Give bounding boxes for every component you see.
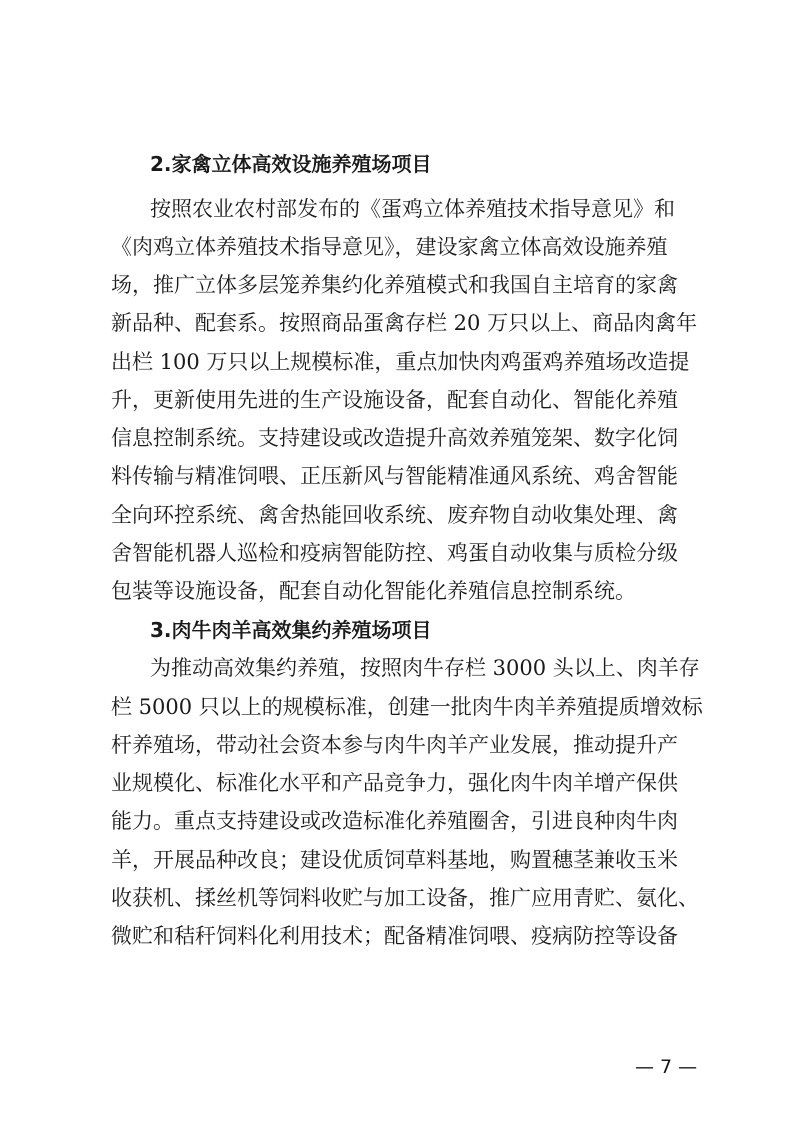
- section-3-line-7: 收获机、揉丝机等饲料收贮与加工设备，推广应用青贮、氨化、: [111, 886, 699, 910]
- section-2-line-10: 舍智能机器人巡检和疫病智能防控、鸡蛋自动收集与质检分级: [111, 541, 678, 565]
- section-2-line-8: 料传输与精准饲喂、正压新风与智能精准通风系统、鸡舍智能: [111, 464, 678, 488]
- section-2-line-5: 出栏 100 万只以上规模标准，重点加快肉鸡蛋鸡养殖场改造提: [111, 350, 690, 374]
- section-2-line-7: 信息控制系统。支持建设或改造提升高效养殖笼架、数字化饲: [111, 426, 678, 450]
- section-2-line-4: 新品种、配套系。按照商品蛋禽存栏 20 万只以上、商品肉禽年: [111, 311, 698, 335]
- section-3-line-2: 栏 5000 只以上的规模标准，创建一批肉牛肉羊养殖提质增效标: [111, 695, 703, 719]
- section-3-heading: 3.肉牛肉羊高效集约养殖场项目: [150, 618, 432, 642]
- section-2-line-6: 升，更新使用先进的生产设施设备，配套自动化、智能化养殖: [111, 388, 678, 412]
- section-2-line-11: 包装等设施设备，配套自动化智能化养殖信息控制系统。: [111, 579, 636, 603]
- section-3-line-1: 为推动高效集约养殖，按照肉牛存栏 3000 头以上、肉羊存: [150, 656, 700, 680]
- section-3-line-5: 能力。重点支持建设或改造标准化养殖圈舍，引进良种肉牛肉: [111, 809, 678, 833]
- section-3-line-6: 羊，开展品种改良；建设优质饲草料基地，购置穗茎兼收玉米: [111, 848, 678, 872]
- section-2-line-2: 《肉鸡立体养殖技术指导意见》，建设家禽立体高效设施养殖: [111, 235, 668, 259]
- section-2-line-1: 按照农业农村部发布的《蛋鸡立体养殖技术指导意见》和: [150, 197, 675, 221]
- section-2-heading: 2.家禽立体高效设施养殖场项目: [150, 152, 432, 176]
- section-2-line-3: 场，推广立体多层笼养集约化养殖模式和我国自主培育的家禽: [111, 273, 678, 297]
- section-3-line-8: 微贮和秸秆饲料化利用技术；配备精准饲喂、疫病防控等设备: [111, 924, 678, 948]
- section-2-line-9: 全向环控系统、禽舍热能回收系统、废弃物自动收集处理、禽: [111, 503, 678, 527]
- section-3-line-3: 杆养殖场，带动社会资本参与肉牛肉羊产业发展，推动提升产: [111, 733, 678, 757]
- section-3-line-4: 业规模化、标准化水平和产品竞争力，强化肉牛肉羊增产保供: [111, 771, 678, 795]
- page-number: — 7 —: [635, 1056, 698, 1078]
